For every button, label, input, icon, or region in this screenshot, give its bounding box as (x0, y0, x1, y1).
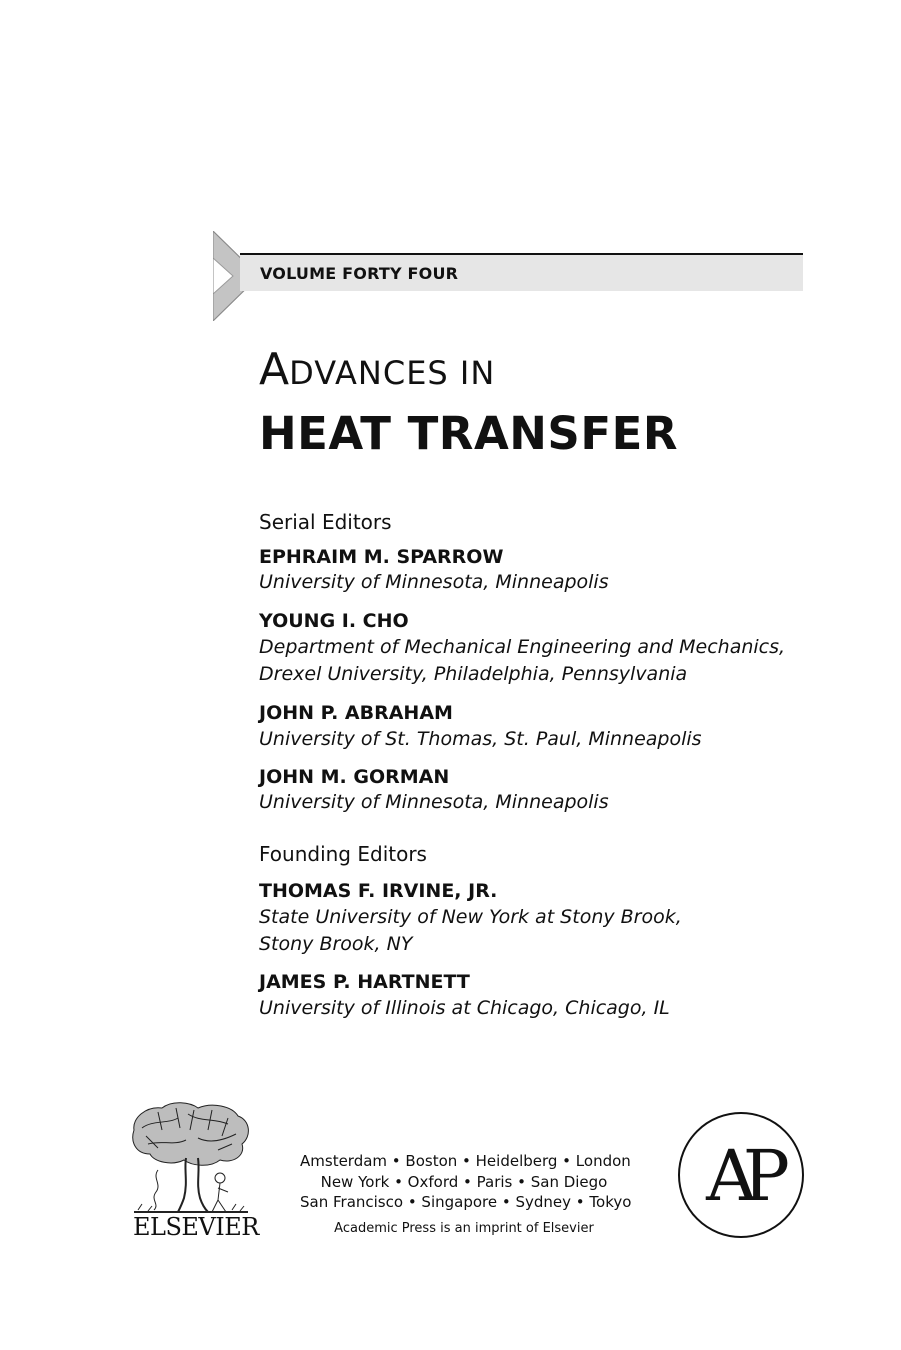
editor-affiliation: Stony Brook, NY (259, 933, 413, 955)
book-title-line1 (259, 344, 496, 395)
book-title-line2: HEAT TRANSFER (259, 407, 678, 460)
title-rest: DVANCES IN (289, 354, 496, 392)
cities-line: Amsterdam • Boston • Heidelberg • London (300, 1152, 631, 1170)
editor-name: YOUNG I. CHO (259, 610, 409, 632)
editor-name: EPHRAIM M. SPARROW (259, 546, 504, 568)
title-initial: A (259, 344, 290, 395)
editor-affiliation: University of Minnesota, Minneapolis (259, 791, 609, 813)
imprint-note: Academic Press is an imprint of Elsevier (334, 1221, 594, 1236)
founding-editors-heading: Founding Editors (259, 842, 427, 866)
editor-affiliation: University of Minnesota, Minneapolis (259, 571, 609, 593)
editor-name: THOMAS F. IRVINE, JR. (259, 880, 498, 902)
cities-line: San Francisco • Singapore • Sydney • Tokyo (300, 1193, 632, 1211)
editor-name: JOHN P. ABRAHAM (259, 702, 453, 724)
editor-affiliation: State University of New York at Stony Brook, (259, 906, 682, 928)
editor-name: JAMES P. HARTNETT (259, 971, 470, 993)
editor-affiliation: Department of Mechanical Engineering and Mechanics, (259, 636, 786, 658)
publisher-cities (300, 1151, 632, 1213)
editor-affiliation: Drexel University, Philadelphia, Pennsylvania (259, 663, 688, 685)
editor-affiliation: University of St. Thomas, St. Paul, Minneapolis (259, 728, 702, 750)
serial-editors-heading: Serial Editors (259, 510, 392, 534)
editor-affiliation: University of Illinois at Chicago, Chicago, IL (259, 997, 670, 1019)
elsevier-wordmark: ELSEVIER (133, 1213, 259, 1241)
ap-logo-text: AP (706, 1135, 776, 1217)
volume-label: VOLUME FORTY FOUR (260, 264, 459, 283)
cities-line: New York • Oxford • Paris • San Diego (320, 1172, 608, 1191)
editor-name: JOHN M. GORMAN (259, 766, 450, 788)
academic-press-logo (676, 1110, 806, 1240)
